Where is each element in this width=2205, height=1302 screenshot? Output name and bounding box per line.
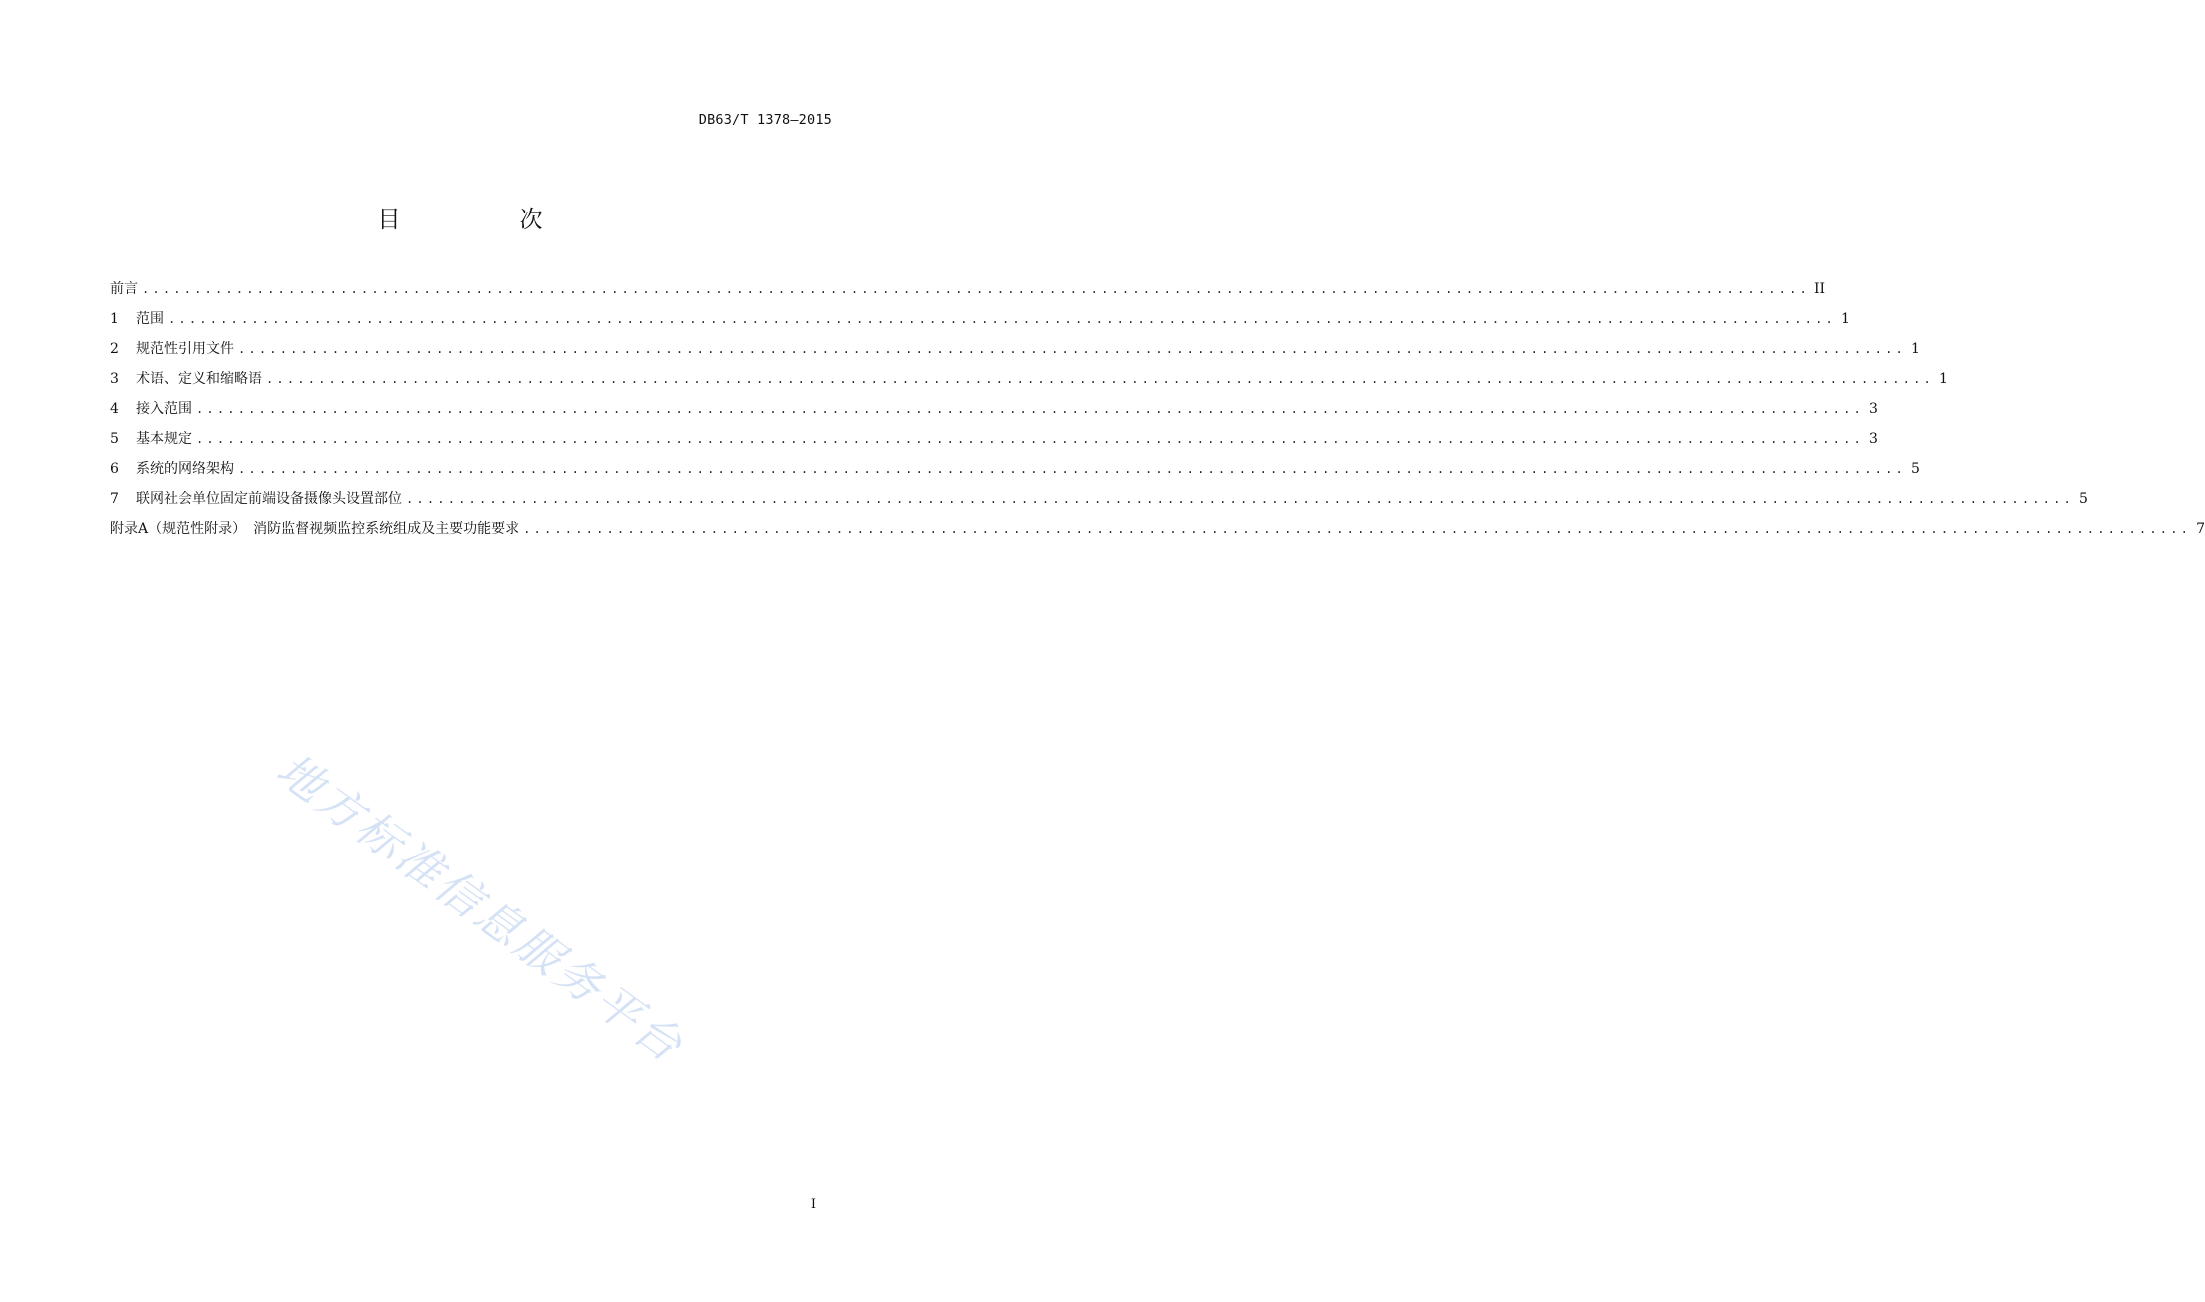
toc-section-number: 6	[110, 461, 119, 477]
toc-entry-label: 3 术语、定义和缩略语	[110, 367, 262, 391]
toc-entry-appendix-a[interactable]	[110, 517, 2205, 547]
toc-page-number: 1	[1911, 341, 1920, 357]
toc-entry-network-architecture[interactable]	[110, 457, 1920, 487]
toc-entry-scope[interactable]	[110, 307, 1850, 337]
toc-entry-label: 附录A（规范性附录） 消防监督视频监控系统组成及主要功能要求	[110, 521, 520, 537]
toc-leader-dots: ................................................................................................................................................................	[523, 522, 2192, 536]
toc-entry-foreword[interactable]	[110, 277, 1825, 307]
toc-page-number: 5	[1911, 461, 1920, 477]
toc-page-number: 1	[1939, 371, 1948, 387]
toc-entry-label: 4 接入范围	[110, 397, 192, 421]
toc-section-number: 2	[110, 341, 119, 357]
toc-leader-dots: ................................................................................................................................................................	[238, 462, 1906, 476]
page-title: 目 次	[377, 207, 591, 233]
toc-entry-label: 5 基本规定	[110, 427, 192, 451]
toc-leader-dots: ................................................................................................................................................................	[238, 342, 1906, 356]
toc-page-number: 3	[1869, 431, 1878, 447]
watermark: 地方标准信息服务平台	[266, 742, 695, 1074]
toc-page-number: 7	[2196, 521, 2205, 537]
table-of-contents	[110, 277, 2205, 547]
toc-leader-dots: ................................................................................................................................................................	[142, 282, 1810, 296]
toc-page-number: II	[1813, 281, 1825, 297]
toc-leader-dots: ................................................................................................................................................................	[266, 372, 1934, 386]
toc-leader-dots: ................................................................................................................................................................	[196, 402, 1864, 416]
toc-leader-dots: ................................................................................................................................................................	[406, 492, 2074, 506]
toc-page-number: 3	[1869, 401, 1878, 417]
page-number: I	[810, 1197, 816, 1212]
toc-entry-camera-locations[interactable]	[110, 487, 2088, 517]
toc-entry-label: 7 联网社会单位固定前端设备摄像头设置部位	[110, 487, 402, 511]
toc-section-number: 5	[110, 431, 119, 447]
toc-section-number: 7	[110, 491, 119, 507]
toc-entry-label: 6 系统的网络架构	[110, 457, 234, 481]
toc-entry-label: 前言	[110, 281, 138, 297]
toc-entry-basic-provisions[interactable]	[110, 427, 1878, 457]
document-code: DB63/T 1378—2015	[698, 112, 832, 128]
toc-section-number: 4	[110, 401, 119, 417]
toc-leader-dots: ................................................................................................................................................................	[168, 312, 1836, 326]
toc-entry-label: 1 范围	[110, 307, 164, 331]
toc-entry-label: 2 规范性引用文件	[110, 337, 234, 361]
toc-page-number: 1	[1841, 311, 1850, 327]
toc-entry-terms-definitions[interactable]	[110, 367, 1948, 397]
toc-entry-access-scope[interactable]	[110, 397, 1878, 427]
toc-section-number: 3	[110, 371, 119, 387]
toc-section-number: 1	[110, 311, 119, 327]
toc-page-number: 5	[2079, 491, 2088, 507]
toc-leader-dots: ................................................................................................................................................................	[196, 432, 1864, 446]
toc-entry-normative-references[interactable]	[110, 337, 1920, 367]
